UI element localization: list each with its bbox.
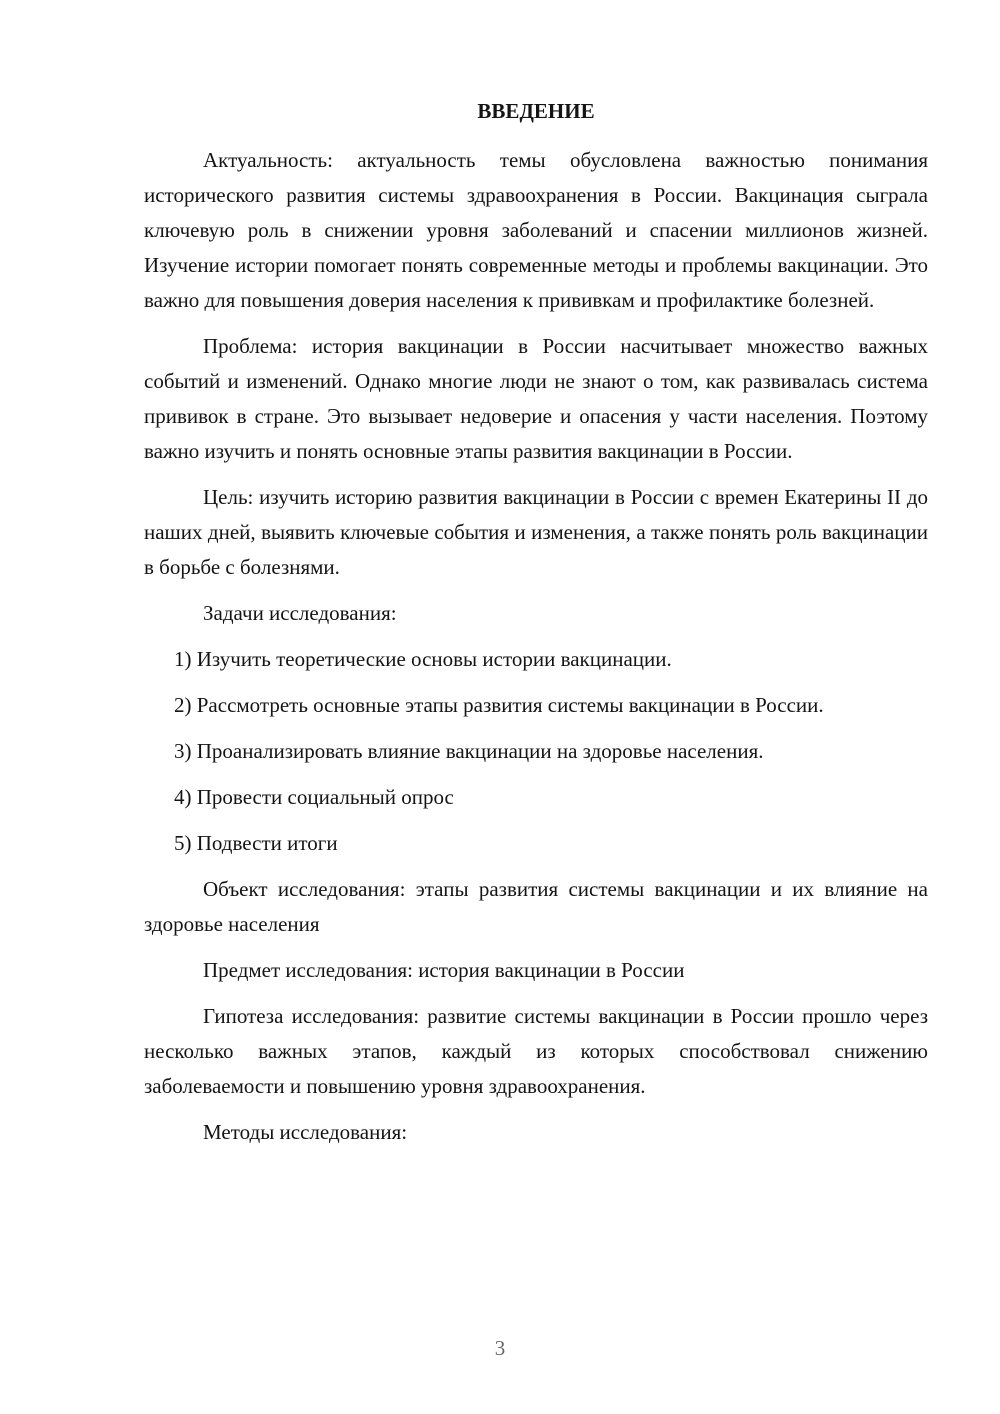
page-number: 3 — [494, 1336, 506, 1360]
tasks-heading: Задачи исследования: — [203, 601, 397, 625]
task-item-3: 3) Проанализировать влияние вакцинации на здоровье населения. — [174, 739, 764, 763]
methods-heading: Методы исследования: — [203, 1120, 408, 1144]
hypothesis-paragraph: Гипотеза исследования: развитие системы вакцинации в России прошло через несколько важных этапов, каждый из которых способствовал снижению заболеваемости и повышению уровня здравоохранения. — [144, 1004, 928, 1098]
problem-paragraph: Проблема: история вакцинации в России насчитывает множество важных событий и изменений. Однако многие люди не знают о том, как развивалась система прививок в стране. Это вызывает недоверие и опасения у части населения. Поэтому важно изучить и понять основные этапы развития вакцинации в России. — [144, 334, 928, 463]
task-item-4: 4) Провести социальный опрос — [174, 785, 454, 809]
page-content — [144, 94, 928, 1161]
page-title: ВВЕДЕНИЕ — [477, 99, 595, 123]
task-item-2: 2) Рассмотреть основные этапы развития системы вакцинации в России. — [174, 693, 824, 717]
goal-paragraph: Цель: изучить историю развития вакцинации в России с времен Екатерины II до наших дней, выявить ключевые события и изменения, а также понять роль вакцинации в борьбе с болезнями. — [144, 485, 928, 579]
task-item-5: 5) Подвести итоги — [174, 831, 338, 855]
object-paragraph: Объект исследования: этапы развития системы вакцинации и их влияние на здоровье населения — [144, 877, 928, 936]
subject-paragraph: Предмет исследования: история вакцинации в России — [203, 958, 685, 982]
task-item-1: 1) Изучить теоретические основы истории вакцинации. — [174, 647, 672, 671]
relevance-paragraph: Актуальность: актуальность темы обусловлена важностью понимания исторического развития системы здравоохранения в России. Вакцинация сыграла ключевую роль в снижении уровня заболеваний и спасении миллионов жизней. Изучение истории помогает понять современные методы и проблемы вакцинации. Это важно для повышения доверия населения к прививкам и профилактике болезней. — [144, 148, 928, 312]
